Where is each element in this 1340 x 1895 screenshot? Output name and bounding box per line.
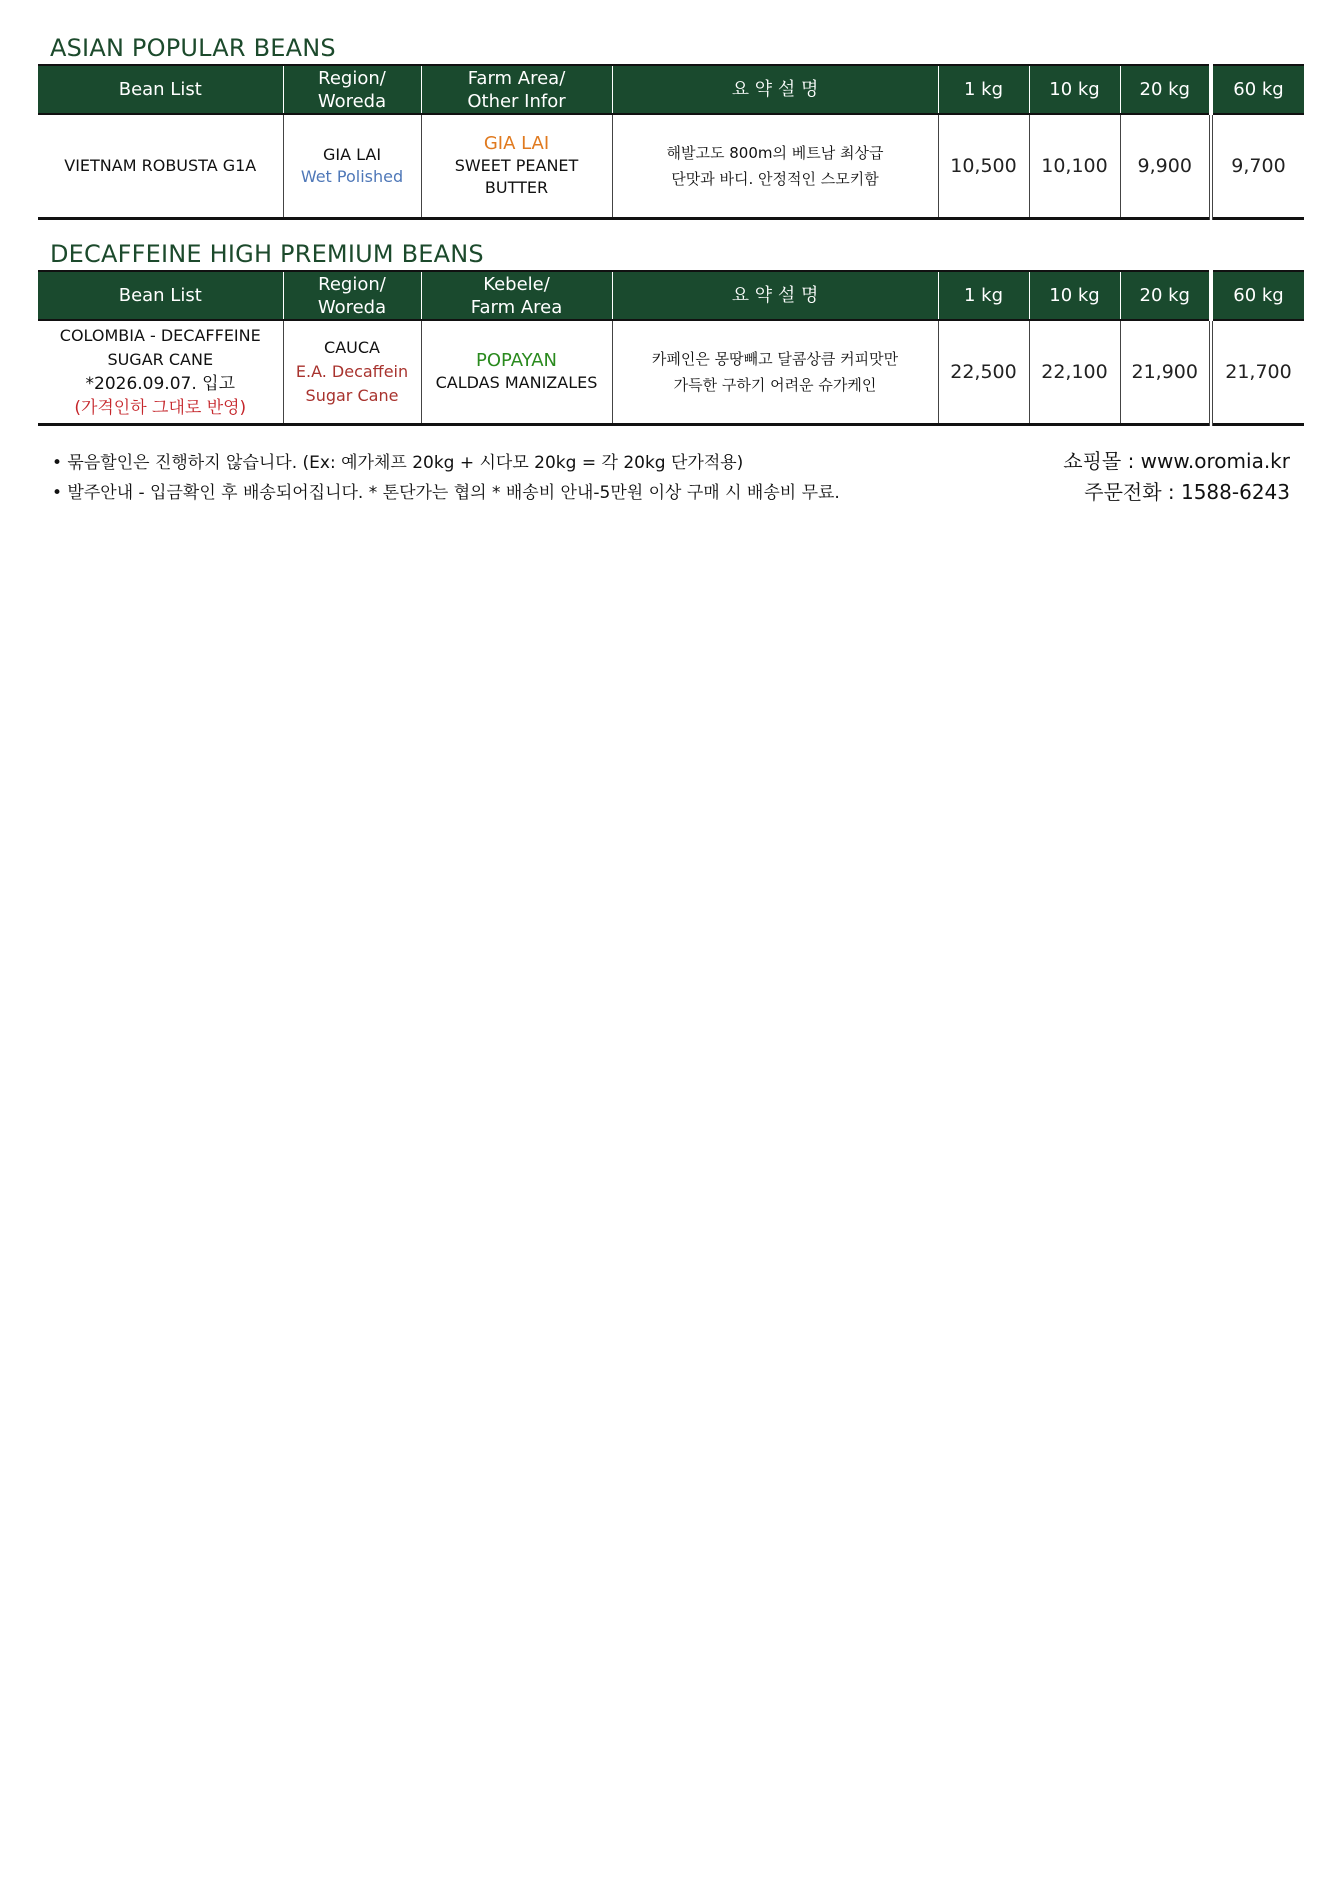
section-title: DECAFFEINE HIGH PREMIUM BEANS <box>50 240 484 268</box>
description-cell <box>612 320 938 424</box>
region-name: GIA LAI <box>322 144 382 164</box>
section-title: ASIAN POPULAR BEANS <box>50 34 336 62</box>
header-1kg: 1 kg <box>938 65 1029 114</box>
arrival-date: *2026.09.07. 입고 <box>85 373 235 394</box>
header-farm-area: Farm Area/ Other Infor <box>421 65 612 114</box>
process-label: Wet Polished <box>300 166 404 186</box>
price-20kg: 21,900 <box>1120 320 1211 424</box>
price-1kg: 22,500 <box>938 320 1029 424</box>
price-1kg: 10,500 <box>938 114 1029 218</box>
header-20kg: 20 kg <box>1120 65 1211 114</box>
farm-cell <box>421 114 612 218</box>
process-label: Sugar Cane <box>305 385 399 405</box>
bean-name: COLOMBIA - DECAFFEINE <box>59 325 261 345</box>
region-cell <box>283 320 421 424</box>
shop-url: 쇼핑몰 : www.oromia.kr <box>1063 449 1290 473</box>
farm-info: BUTTER <box>484 177 549 197</box>
note-bundle-discount: • 묶음할인은 진행하지 않습니다. (Ex: 예가체프 20kg + 시다모 20kg = 각 20kg 단가적용) <box>52 453 744 473</box>
price-60kg: 9,700 <box>1211 114 1304 218</box>
price-10kg: 10,100 <box>1029 114 1120 218</box>
farm-cell <box>421 320 612 424</box>
header-1kg: 1 kg <box>938 271 1029 320</box>
bean-name-cell <box>38 320 283 424</box>
price-table <box>38 64 1304 220</box>
header-region: Region/ Woreda <box>283 271 421 320</box>
header-bean-list: Bean List <box>38 271 283 320</box>
header-20kg: 20 kg <box>1120 271 1211 320</box>
description-cell <box>612 114 938 218</box>
header-bean-list: Bean List <box>38 65 283 114</box>
farm-info: CALDAS MANIZALES <box>435 372 598 392</box>
description-line: 가득한 구하기 어려운 슈가케인 <box>673 375 877 394</box>
farm-name: POPAYAN <box>475 349 558 371</box>
order-phone: 주문전화 : 1588-6243 <box>1084 480 1290 504</box>
header-60kg: 60 kg <box>1211 271 1304 320</box>
header-kebele: Kebele/ Farm Area <box>421 271 612 320</box>
description-line: 카페인은 몽땅빼고 달콤상큼 커피맛만 <box>651 349 899 368</box>
price-20kg: 9,900 <box>1120 114 1211 218</box>
header-summary: 요 약 설 명 <box>612 271 938 320</box>
farm-name: GIA LAI <box>483 132 550 154</box>
description-line: 해발고도 800m의 베트남 최상급 <box>666 143 884 162</box>
farm-info: SWEET PEANET <box>454 155 579 175</box>
price-60kg: 21,700 <box>1211 320 1304 424</box>
region-name: CAUCA <box>324 337 380 357</box>
bean-name-cell <box>38 114 283 218</box>
header-region: Region/ Woreda <box>283 65 421 114</box>
notes <box>52 448 840 508</box>
bean-name: VIETNAM ROBUSTA G1A <box>64 155 257 175</box>
header-60kg: 60 kg <box>1211 65 1304 114</box>
price-note: (가격인하 그대로 반영) <box>74 397 247 418</box>
header-10kg: 10 kg <box>1029 65 1120 114</box>
price-table <box>38 270 1304 426</box>
header-summary: 요 약 설 명 <box>612 65 938 114</box>
price-10kg: 22,100 <box>1029 320 1120 424</box>
contact-info <box>1063 446 1290 508</box>
header-10kg: 10 kg <box>1029 271 1120 320</box>
bean-name-sub: SUGAR CANE <box>107 349 214 369</box>
region-cell <box>283 114 421 218</box>
description-line: 단맛과 바디. 안정적인 스모키함 <box>671 169 879 188</box>
table-row <box>38 114 1304 218</box>
process-label: E.A. Decaffein <box>295 361 409 381</box>
table-row <box>38 320 1304 424</box>
note-order-shipping: • 발주안내 - 입금확인 후 배송되어집니다. * 톤단가는 협의 * 배송비 안내-5만원 이상 구매 시 배송비 무료. <box>52 483 840 503</box>
